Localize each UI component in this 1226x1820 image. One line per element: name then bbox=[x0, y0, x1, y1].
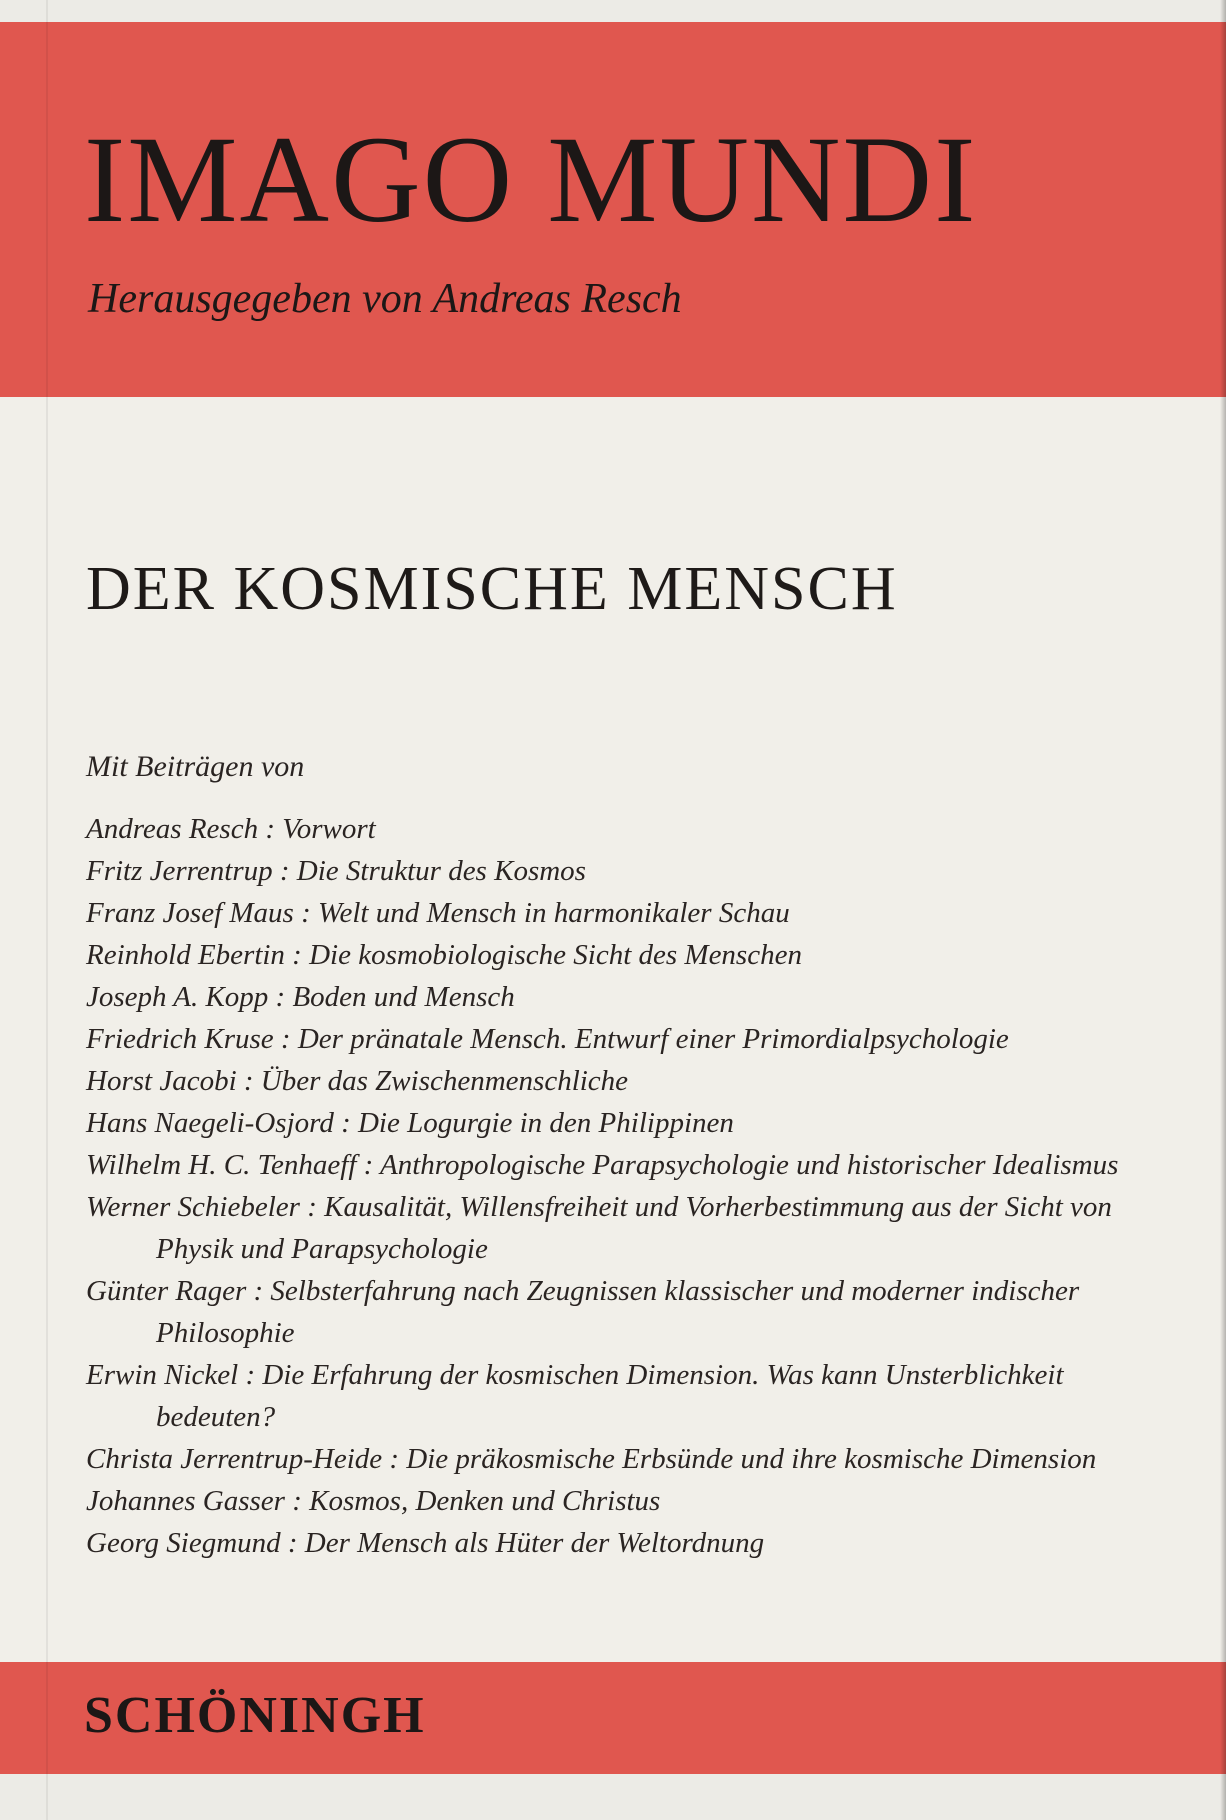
contribution-item: Johannes Gasser : Kosmos, Denken und Christus bbox=[86, 1485, 661, 1517]
edge-shadow bbox=[1220, 0, 1226, 1820]
contribution-item: Georg Siegmund : Der Mensch als Hüter der Weltordnung bbox=[86, 1527, 765, 1559]
contribution-item: Franz Josef Maus : Welt und Mensch in harmonikaler Schau bbox=[86, 897, 790, 929]
contribution-item: Reinhold Ebertin : Die kosmobiologische Sicht des Menschen bbox=[86, 939, 802, 971]
contribution-item: Horst Jacobi : Über das Zwischenmenschliche bbox=[86, 1065, 629, 1097]
contribution-item: Wilhelm H. C. Tenhaeff : Anthropologische Parapsychologie und historischer Idealismus bbox=[86, 1149, 1119, 1181]
contribution-item: Fritz Jerrentrup : Die Struktur des Kosmos bbox=[86, 855, 586, 887]
top-page-edge bbox=[0, 0, 1226, 22]
spine-crease bbox=[46, 0, 48, 1820]
publisher-name: SCHÖNINGH bbox=[84, 1687, 426, 1744]
contribution-item: Hans Naegeli-Osjord : Die Logurgie in den Philippinen bbox=[86, 1107, 734, 1139]
contribution-item: Andreas Resch : Vorwort bbox=[86, 813, 376, 845]
editor-line: Herausgegeben von Andreas Resch bbox=[88, 276, 682, 322]
series-title: IMAGO MUNDI bbox=[84, 111, 978, 248]
contribution-item: Erwin Nickel : Die Erfahrung der kosmischen Dimension. Was kann Unsterblichkeit bedeuten? bbox=[86, 1359, 1064, 1433]
bottom-page-edge bbox=[0, 1774, 1226, 1820]
contribution-item: Werner Schiebeler : Kausalität, Willensfreiheit und Vorherbestimmung aus der Sicht von Physik und Parapsychologie bbox=[86, 1191, 1112, 1265]
contribution-item: Joseph A. Kopp : Boden und Mensch bbox=[86, 981, 515, 1013]
contributions-list bbox=[86, 808, 1166, 1564]
contribution-item: Christa Jerrentrup-Heide : Die präkosmische Erbsünde und ihre kosmische Dimension bbox=[86, 1443, 1097, 1475]
contributions-intro: Mit Beiträgen von bbox=[86, 750, 305, 783]
contribution-item: Günter Rager : Selbsterfahrung nach Zeugnissen klassischer und moderner indischer Philosophie bbox=[86, 1275, 1080, 1349]
contribution-item: Friedrich Kruse : Der pränatale Mensch. Entwurf einer Primordialpsychologie bbox=[86, 1023, 1009, 1055]
book-title: DER KOSMISCHE MENSCH bbox=[86, 555, 898, 623]
